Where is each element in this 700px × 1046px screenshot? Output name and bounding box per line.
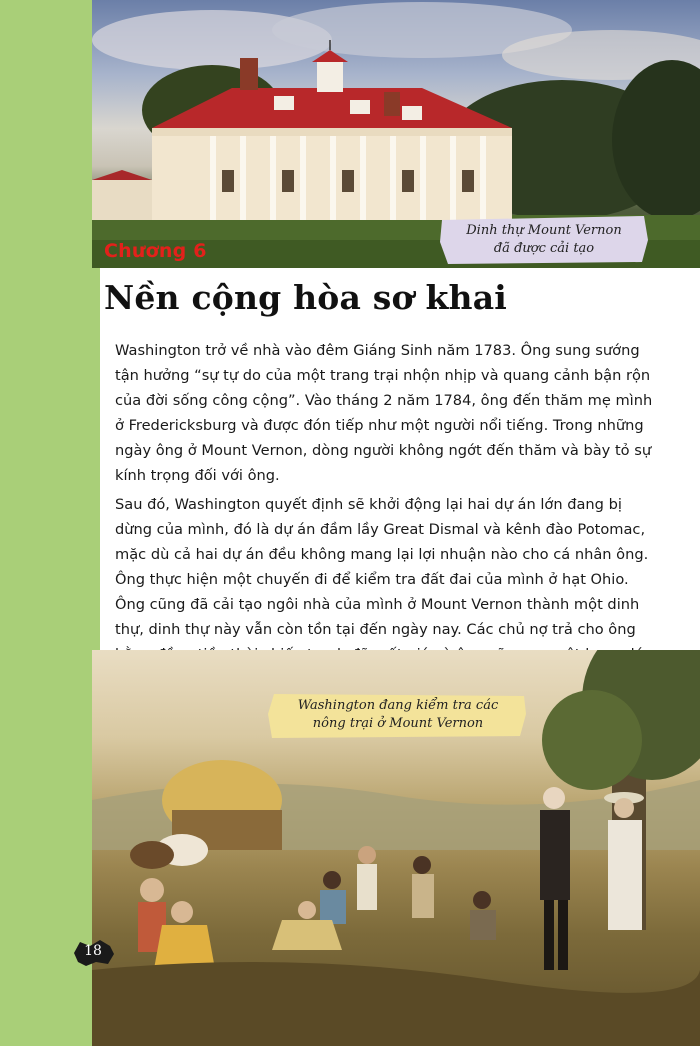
green-side-strip (0, 0, 100, 1046)
top-caption-line-1: Dinh thự Mount Vernon (466, 223, 622, 238)
paragraph-2: Sau đó, Washington quyết định sẽ khởi động lại hai dự án lớn đang bị dừng của mình, đó là dự án đầm lầy Great Dismal và kênh đào Potomac, mặc dù cả hai dự án đều không mang lại lợi nhuận nào cho cá nhân ông. Ông thực hiện một chuyến đi để kiểm tra đất đai của mình ở hạt Ohio. Ông cũng đã cải tạo ngôi nhà của mình ở Mount Vernon thành một dinh thự, dinh thự này vẫn còn tồn tại đến ngày nay. Các chủ nợ trả cho ông (115, 496, 649, 638)
page-title: Nền cộng hòa sơ khai (104, 278, 508, 317)
page-number: 18 (84, 943, 102, 959)
bottom-painting-caption (268, 690, 528, 740)
bottom-caption-line-2: nông trại ở Mount Vernon (312, 716, 484, 731)
chapter-label: Chương 6 (104, 240, 207, 262)
bottom-caption-line-1: Washington đang kiểm tra các (297, 698, 499, 713)
page-number-badge (70, 938, 116, 968)
body-text (115, 338, 655, 696)
top-photo-caption (438, 214, 650, 266)
top-caption-line-2: đã được cải tạo (493, 241, 595, 256)
paragraph-1: Washington trở về nhà vào đêm Giáng Sinh năm 1783. Ông sung sướng tận hưởng “sự tự do của một trang trại nhộn nhịp và quang cảnh bận rộn của đời sống công cộng”. Vào tháng 2 năm 1784, ông đến thăm mẹ mình ở Fredericksburg và được đón tiếp như một người nổi tiếng. Trong những ngày ông ở Mount Vernon, dòng người không ngớt đến thăm và bày tỏ sự kính trọng đối với ông. (115, 342, 653, 484)
